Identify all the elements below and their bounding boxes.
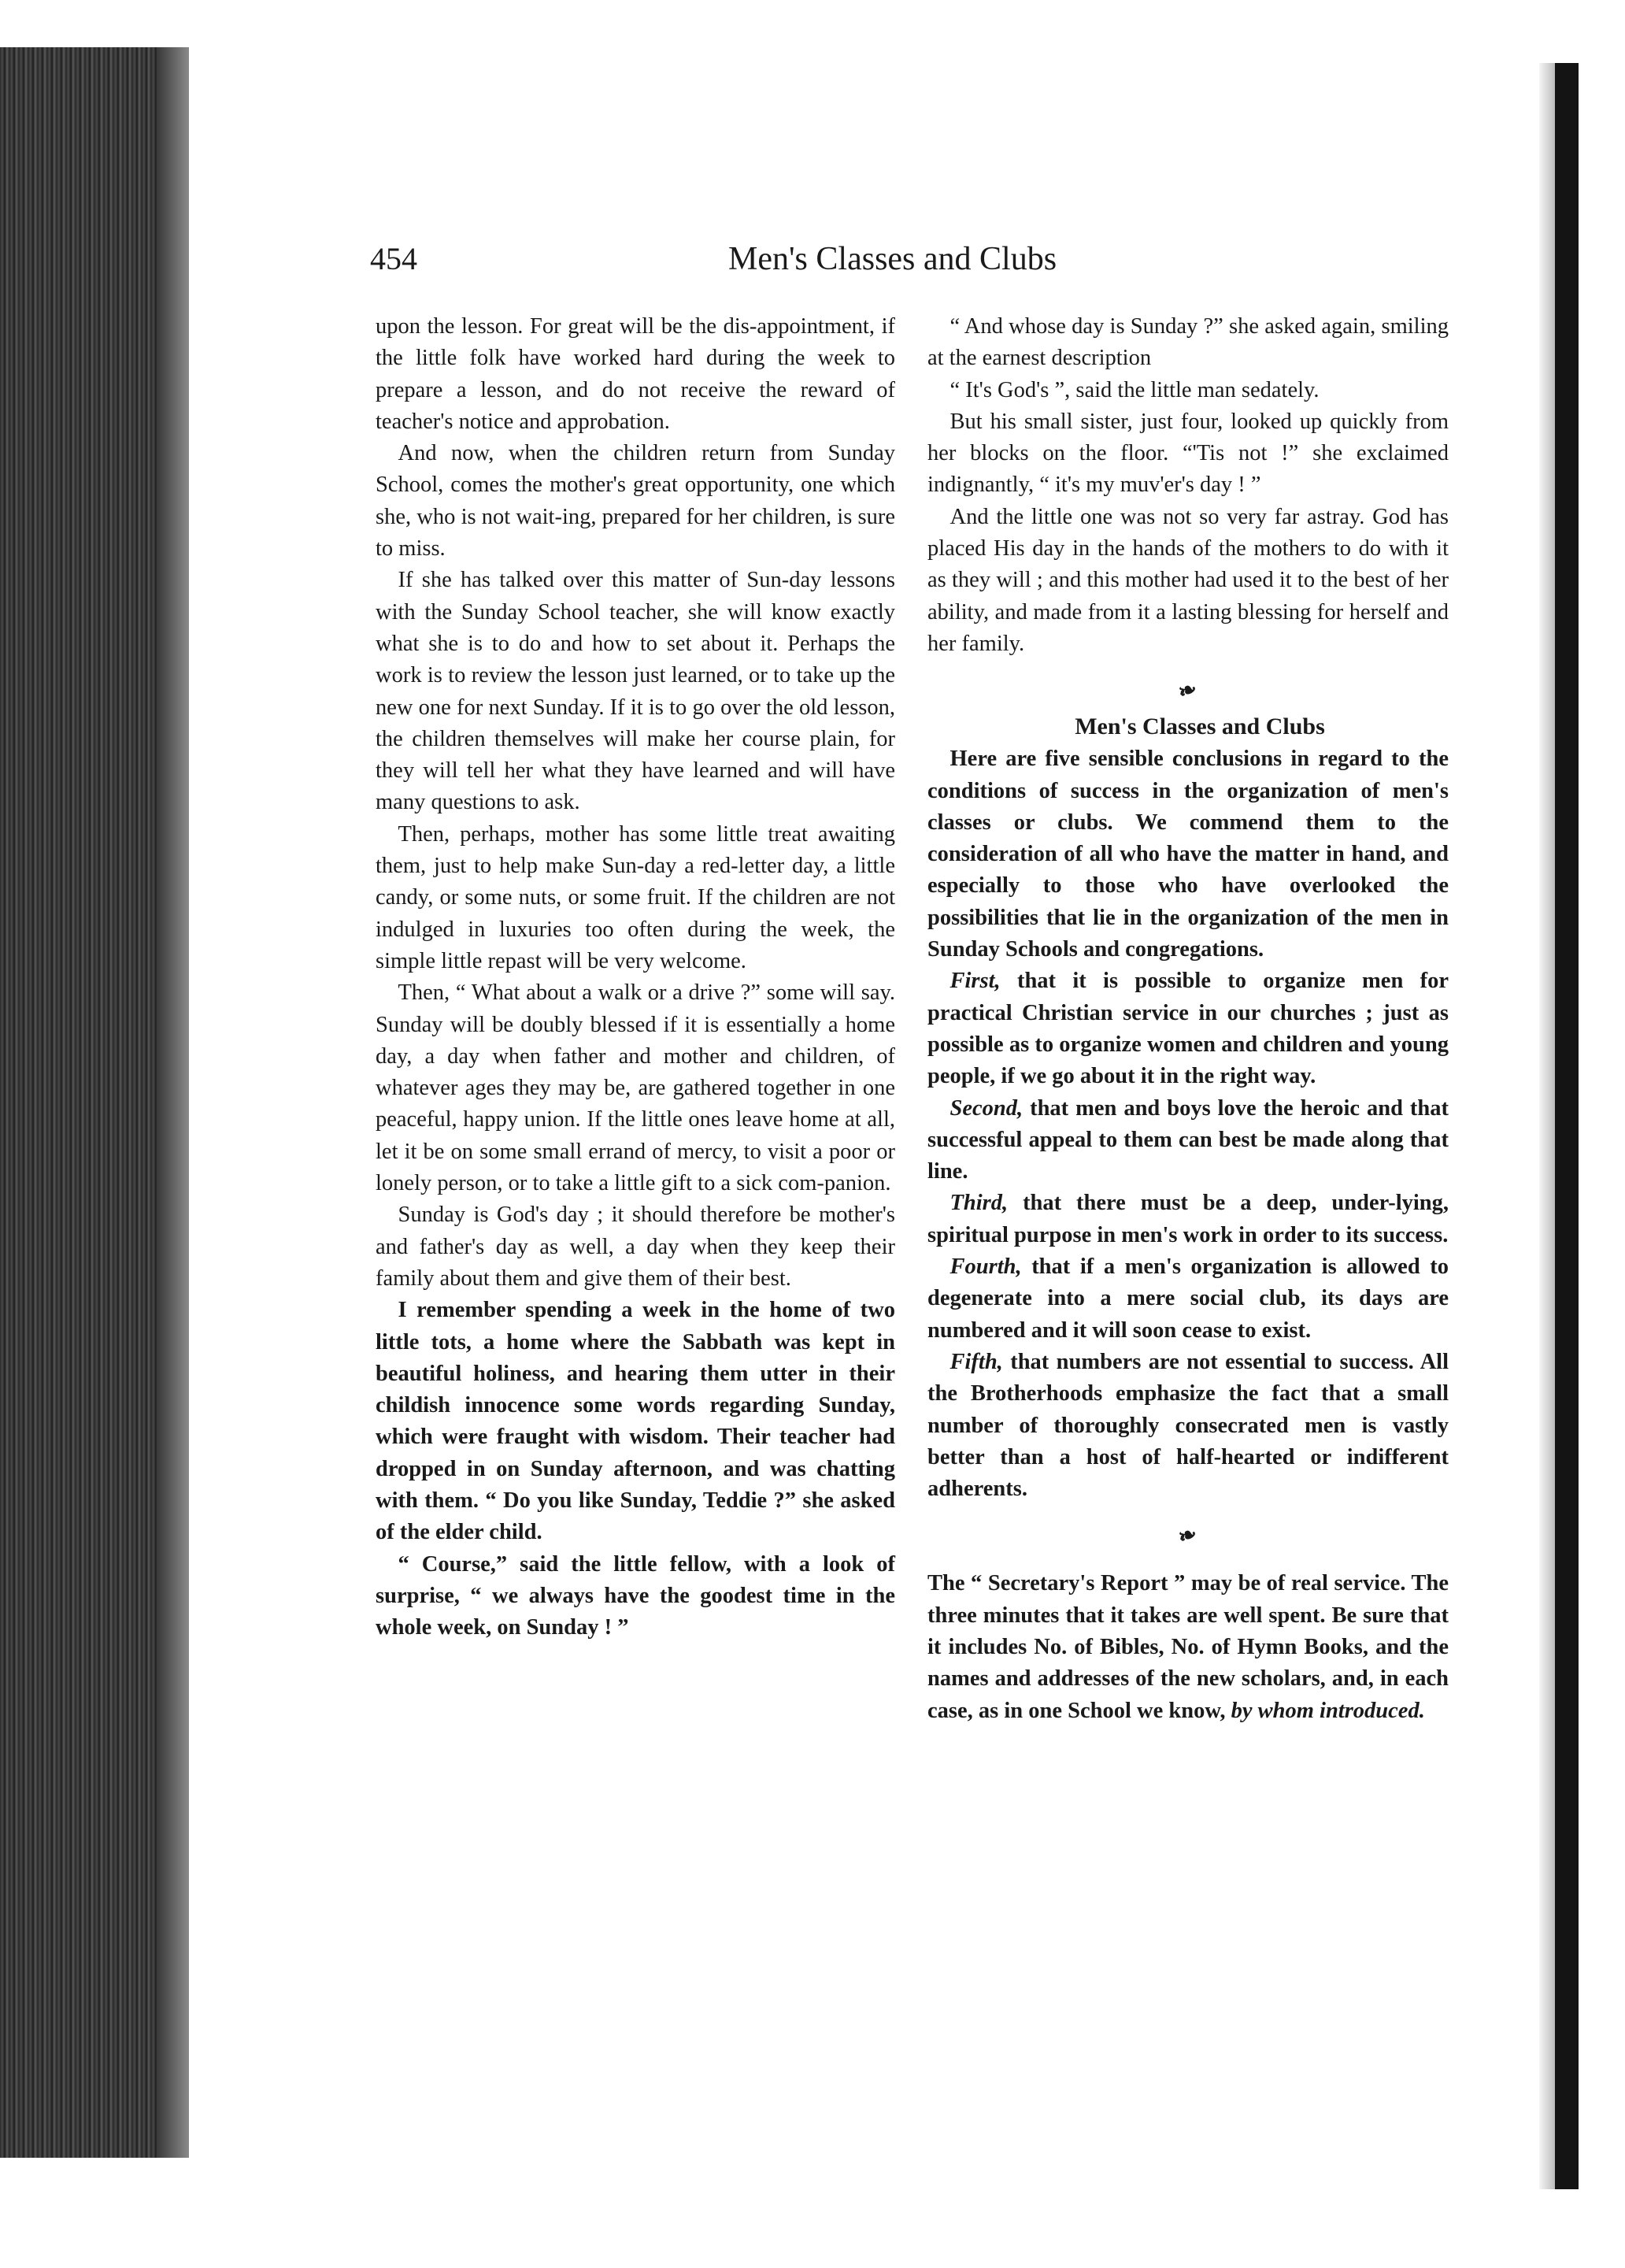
conclusion-label: Third,	[949, 1191, 1009, 1216]
paragraph: Then, “ What about a walk or a drive ?” some will say. Sunday will be doubly blessed if it is essentially a home day, a day when father and mother and children, of whatever ages they may be, are gathered together in one peaceful, happy union. If the little ones leave home at all, let it be on some small errand of mercy, to visit a poor or lonely person, or to take a little gift to a sick com-panion.	[376, 980, 895, 1196]
right-column	[927, 311, 1449, 1727]
conclusion-text: that numbers are not essential to success. All the Brotherhoods emphasize the fact that a small number of thoroughly consecrated men is vastly better than a host of half-hearted or indifferent adherents.	[927, 1349, 1449, 1502]
conclusion-label: Fourth,	[949, 1254, 1022, 1280]
binding-shadow	[157, 47, 189, 2158]
conclusion-text: that there must be a deep, under-lying, spiritual purpose in men's work in order to its success.	[927, 1191, 1449, 1247]
paragraph: Then, perhaps, mother has some little treat awaiting them, just to help make Sun-day a red-letter day, a little candy, or some nuts, or some fruit. If the children are not indulged in luxuries too often during the week, the simple little repast will be very welcome.	[376, 821, 895, 973]
conclusion-fifth	[927, 1347, 1449, 1505]
ornament-divider	[927, 673, 1449, 710]
paragraph: upon the lesson. For great will be the dis-appointment, if the little folk have worked hard during the week to prepare a lesson, and do not receive the reward of teacher's notice and approbation.	[376, 314, 895, 434]
report-italic: by whom introduced.	[1231, 1698, 1425, 1723]
leaf-ornament: ❧	[1175, 676, 1201, 706]
paragraph: “ It's God's ”, said the little man sedately.	[949, 377, 1320, 402]
paragraph: Here are five sensible conclusions in regard to the conditions of success in the organization of men's classes or clubs. We commend them to the consideration of all who have the matter in hand, and especially to those who have overlooked the possibilities that lie in the organization of the men in Sunday Schools and congregations.	[927, 747, 1449, 962]
running-head: Men's Classes and Clubs	[728, 241, 1057, 277]
conclusion-text: that it is possible to organize men for practical Christian service in our churches ; just as possible as to organize women and children and young people, if we go about it in the right way.	[927, 969, 1449, 1089]
conclusion-first	[927, 965, 1449, 1092]
left-column	[376, 311, 895, 1644]
paragraph: “ And whose day is Sunday ?” she asked again, smiling at the earnest description	[927, 314, 1449, 371]
conclusion-label: Fifth,	[949, 1349, 1003, 1374]
paragraph: I remember spending a week in the home of two little tots, a home where the Sabbath was kept in beautiful holiness, and hearing them utter in their childish innocence some words regarding Sunday, which were fraught with wisdom. Their teacher had dropped in on Sunday afternoon, and was chatting with them. “ Do you like Sunday, Teddie ?” she asked of the elder child.	[376, 1298, 895, 1545]
conclusion-label: Second,	[949, 1095, 1023, 1121]
conclusion-label: First,	[949, 969, 1001, 994]
report-text: The “ Secretary's Report ” may be of real service. The three minutes that it takes are well spent. Be sure that it includes No. of Bibles, No. of Hymn Books, and the names and addresses of the new scholars, and, in each case, as in one School we know,	[927, 1571, 1449, 1723]
page-right-shade	[1539, 63, 1555, 2189]
section-title: Men's Classes and Clubs	[1075, 713, 1325, 740]
conclusion-text: that men and boys love the heroic and that successful appeal to them can best be made along that line.	[927, 1095, 1449, 1184]
conclusion-fourth	[927, 1251, 1449, 1347]
secretary-report-paragraph	[927, 1568, 1449, 1726]
paragraph: And now, when the children return from Sunday School, comes the mother's great opportunity, one which she, who is not wait-ing, prepared for her children, is sure to miss.	[376, 441, 895, 561]
right-border	[1555, 63, 1579, 2189]
paragraph: But his small sister, just four, looked up quickly from her blocks on the floor. “'Tis not !” she exclaimed indignantly, “ it's my muv'er's day ! ”	[927, 409, 1449, 498]
conclusion-text: that if a men's organization is allowed to degenerate into a mere social club, its days are numbered and it will soon cease to exist.	[927, 1254, 1449, 1343]
paragraph: “ Course,” said the little fellow, with a look of surprise, “ we always have the goodest time in the whole week, on Sunday ! ”	[376, 1551, 895, 1640]
paragraph: Sunday is God's day ; it should therefore be mother's and father's day as well, a day when they keep their family about them and give them of their best.	[376, 1203, 895, 1291]
page-header	[370, 240, 1480, 287]
ornament-divider	[927, 1518, 1449, 1555]
paragraph: If she has talked over this matter of Sun-day lessons with the Sunday School teacher, she will know exactly what she is to do and how to set about it. Perhaps the work is to review the lesson just learned, or to take up the new one for next Sunday. If it is to go over the old lesson, the children themselves will make her course plain, for they will tell her what they have learned and will have many questions to ask.	[376, 568, 895, 815]
conclusion-second	[927, 1093, 1449, 1188]
leaf-ornament: ❧	[1175, 1521, 1201, 1551]
conclusion-third	[927, 1188, 1449, 1251]
paragraph: And the little one was not so very far astray. God has placed His day in the hands of the mothers to do with it as they will ; and this mother had used it to the best of her ability, and made from it a lasting blessing for herself and her family.	[927, 504, 1449, 656]
page-number: 454	[370, 241, 417, 276]
